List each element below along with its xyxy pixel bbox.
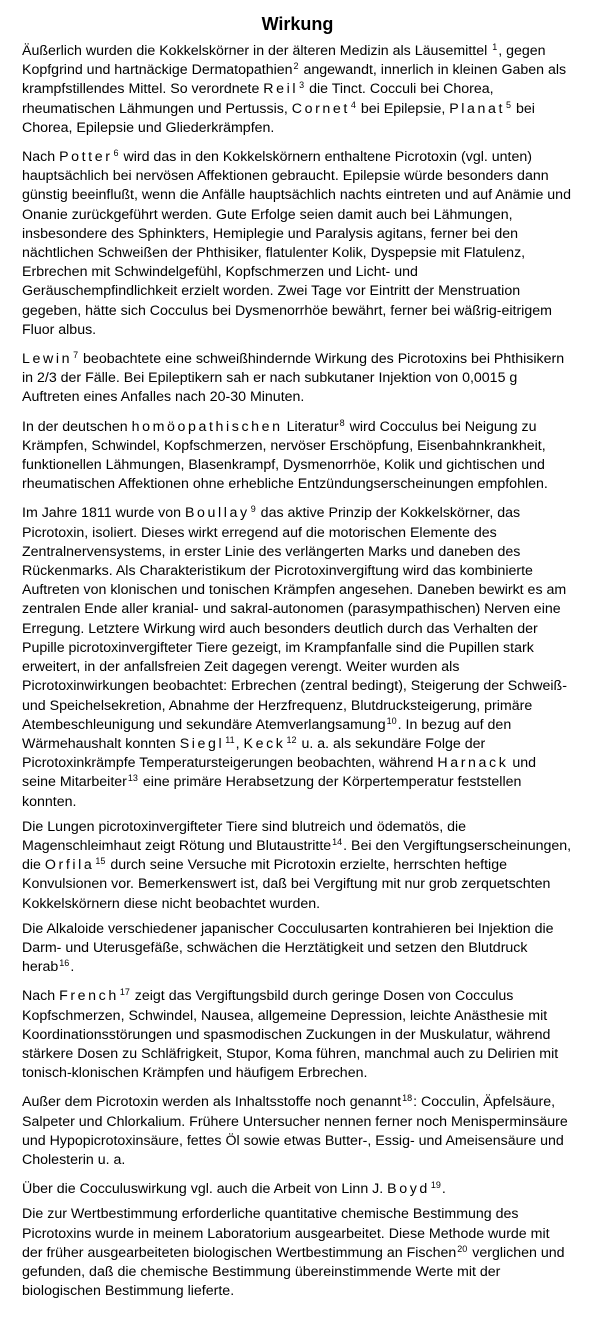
text-run: . — [70, 959, 75, 976]
text-run: durch seine Versuche mit Picrotoxin erzielte, herrschten heftige Konvulsionen vor. Bemerkenswert ist, daß bei Vergiftung mit nur grob zerquetschten Kokkelskörnern diese nicht beobachtet wurden. — [22, 857, 551, 912]
footnote-marker: 13 — [127, 773, 138, 784]
author-name: Cornet — [291, 100, 350, 117]
text-run: Außer dem Picrotoxin werden als Inhaltsstoffe noch genannt — [22, 1094, 402, 1111]
text-run: beobachtete eine schweißhindernde Wirkung des Picrotoxins bei Phthisikern in 2/3 der Fälle. Bei Epileptikern sah er nach subkutaner Injektion von 0,0015 g Auftreten eines Anfalles nach 20-30 Minuten. — [22, 351, 565, 406]
footnote-marker: 16 — [59, 958, 70, 969]
paragraph-p6 — [22, 818, 573, 914]
paragraph-p5 — [22, 504, 573, 811]
paragraph-p2 — [22, 148, 573, 340]
text-run: Über die Cocculuswirkung vgl. auch die Arbeit von Linn J. — [22, 1181, 388, 1198]
author-name: Siegl — [179, 735, 225, 752]
text-run: Nach — [22, 149, 60, 166]
paragraph-p9 — [22, 1093, 573, 1170]
text-run: Literatur — [282, 418, 339, 435]
text-run: Nach — [22, 988, 60, 1005]
footnote-marker: 5 — [506, 99, 512, 110]
text-run: bei Chorea, Epilepsie und Gliederkrämpfen. — [22, 100, 535, 136]
footnote-marker: 8 — [339, 417, 345, 428]
text-run: . In bezug auf den Wärmehaushalt konnten — [22, 716, 512, 752]
footnote-marker: 12 — [286, 734, 297, 745]
author-name: Harnack — [437, 755, 509, 772]
author-name: Lewin — [22, 351, 73, 368]
text-run: und seine Mitarbeiter — [22, 755, 537, 791]
text-run: wird das in den Kokkelskörnern enthaltene Picrotoxin (vgl. unten) hauptsächlich bei nervösen Affektionen gebraucht. Epilepsie würde besonders dann günstig beeinflußt, wenn die Anfälle hauptsächlich nachts eintreten und auf Anämie und Onanie zurückgeführt werden. Gute Erfolge seien damit auch bei Lähmungen, insbesondere des Sphinkters, Hemiplegie und Paralysis agitans, ferner bei den nächtlichen Schweißen der Phthisiker, flatulenter Kolik, Dyspepsie mit Flatulenz, Erbrechen mit Schwindelgefühl, Kopfschmerzen und Licht- und Geräuschempfindlichkeit erzielt worden. Zwei Tage vor Eintritt der Menstruation gegeben, hätte sich Cocculus bei Dysmenorrhöe bewährt, ferner bei wäßrig-eitrigem Fluor albus. — [22, 149, 571, 338]
footnote-marker: 19 — [430, 1180, 441, 1191]
paragraph-p10 — [22, 1180, 573, 1199]
author-name: Planat — [449, 100, 506, 117]
text-run: Die Alkaloide verschiedener japanischer Cocculusarten kontrahieren bei Injektion die Darm- und Uterusgefäße, schwächen die Herztätigkeit und setzen den Blutdruck herab — [22, 920, 554, 976]
footnote-marker: 20 — [457, 1243, 468, 1254]
paragraph-p4 — [22, 418, 573, 495]
author-name: French — [59, 988, 119, 1005]
section-title: Wirkung — [261, 14, 334, 34]
footnote-marker: 7 — [73, 350, 79, 361]
author-name: Potter — [59, 149, 113, 166]
footnote-marker: 10 — [386, 715, 397, 726]
text-run: zeigt das Vergiftungsbild durch geringe Dosen von Cocculus Kopfschmerzen, Schwindel, Nausea, allgemeine Depression, leichte Anästhesie mit Koordinationsstörungen und spasmodischen Zuckungen in der Muskulatur, während stärkere Dosen zu Schläfrigkeit, Stupor, Koma führen, manchmal auch zu Delirien mit tonisch-klonischen Krämpfen und häufigem Erbrechen. — [22, 988, 559, 1082]
footnote-marker: 3 — [299, 80, 305, 91]
footnote-marker: 14 — [332, 836, 343, 847]
text-run: , — [235, 735, 244, 752]
footnote-marker: 17 — [119, 987, 130, 998]
text-run: Äußerlich wurden die Kokkelskörner in der älteren Medizin als Läusemittel — [22, 43, 492, 59]
author-name: Keck — [243, 735, 286, 752]
author-name: Boyd — [387, 1181, 430, 1198]
footnote-marker: 15 — [95, 856, 106, 867]
footnote-marker: 18 — [402, 1093, 413, 1104]
text-run: Die zur Wertbestimmung erforderliche quantitative chemische Bestimmung des Picrotoxins wurde in meinem Laboratorium ausgearbeitet. Diese Methode wurde mit der früher ausgearbeiteten biologischen Wertbestimmung an Fischen — [22, 1206, 550, 1261]
text-run: eine primäre Herabsetzung der Körpertemperatur feststellen konnten. — [22, 774, 522, 810]
paragraph-p1 — [22, 42, 573, 138]
paragraph-p11 — [22, 1205, 573, 1301]
text-run: u. a. als sekundäre Folge der Picrotoxinkrämpfe Temperatursteigerungen beobachten, während — [22, 735, 486, 772]
paragraph-p7 — [22, 920, 573, 978]
author-name: Orfila — [44, 857, 95, 874]
text-run: In der deutschen — [22, 418, 132, 435]
text-run: das aktive Prinzip der Kokkelskörner, das Picrotoxin, isoliert. Dieses wirkt erregend auf die motorischen Elemente des Zentralnervensystems, in erster Linie des verlängerten Marks und daneben des Rückenmarks. Als Charakteristikum der Picrotoxinvergiftung wird das kombinierte Auftreten von klonischen und tonischen Krämpfen angesehen. Daneben bewirkt es am zentralen Ende aller kranial- und sakral-autonomen (parasympathischen) Nerven eine Erregung. Letztere Wirkung wird auch besonders deutlich durch das Verhalten der Pupille picrotoxinvergifteter Tiere gezeigt, im Krampfanfalle sind die Pupillen stark erweitert, in der anfallsfreien Zeit dagegen verengt. Weiter wurden als Picrotoxinwirkungen beobachtet: Erbrechen (zentral bedingt), Steigerung der Schweiß- und Speichelsekretion, Abnahme der Herzfrequenz, Blutdrucksteigerung, primäre Atembeschleunigung und sekundäre Atemverlangsamung — [22, 505, 567, 733]
paragraph-p3 — [22, 350, 573, 408]
author-name: Reil — [263, 81, 299, 98]
footnote-marker: 4 — [350, 99, 356, 110]
footnote-marker: 9 — [250, 504, 256, 515]
footnote-marker: 11 — [225, 734, 235, 745]
author-name: homöopathischen — [131, 418, 283, 435]
text-run: . Bei den Vergiftungserscheinungen, die — [22, 837, 572, 874]
text-run: Die Lungen picrotoxinvergifteter Tiere sind blutreich und ödematös, die Magenschleimhaut zeigt Rötung und Blutaustritte — [22, 818, 467, 854]
text-run: die Tinct. Cocculi bei Chorea, rheumatischen Lähmungen und Pertussis, — [22, 81, 494, 117]
text-run: : Cocculin, Äpfelsäure, Salpeter und Chlorkalium. Frühere Untersucher nennen ferner noch Menisperminsäure und Hypopicrotoxinsäure, fettes Öl sowie etwas Butter-, Essig- und Ameisensäure und Cholesterin u. a. — [22, 1094, 568, 1168]
footnote-marker: 6 — [113, 148, 119, 159]
text-run: , gegen Kopfgrind und hartnäckige Dermatopathien — [22, 43, 546, 79]
text-run: wird Cocculus bei Neigung zu Krämpfen, Schwindel, Kopfschmerzen, nervöser Erschöpfung, Eisenbahnkrankheit, funktionellen Lähmungen, Blasenkrampf, Dysmenorrhöe, Kolik und gichtischen und rheumatischen Affektionen ohne erhebliche Entzündungserscheinungen empfohlen. — [22, 418, 548, 493]
document-body — [22, 42, 573, 1301]
paragraph-p8 — [22, 987, 573, 1083]
footnote-marker: 2 — [293, 61, 299, 72]
text-run: Im Jahre 1811 wurde von — [22, 505, 185, 522]
text-run: angewandt, innerlich in kleinen Gaben als krampfstillendes Mittel. So verordnete — [22, 62, 567, 98]
footnote-marker: 1 — [492, 42, 498, 52]
text-run: verglichen und gefunden, daß die chemische Bestimmung übereinstimmende Werte mit der biologischen Bestimmung lieferte. — [22, 1244, 565, 1300]
text-run: . — [441, 1181, 446, 1198]
text-run: bei Epilepsie, — [356, 100, 450, 117]
author-name: Boullay — [184, 505, 250, 522]
